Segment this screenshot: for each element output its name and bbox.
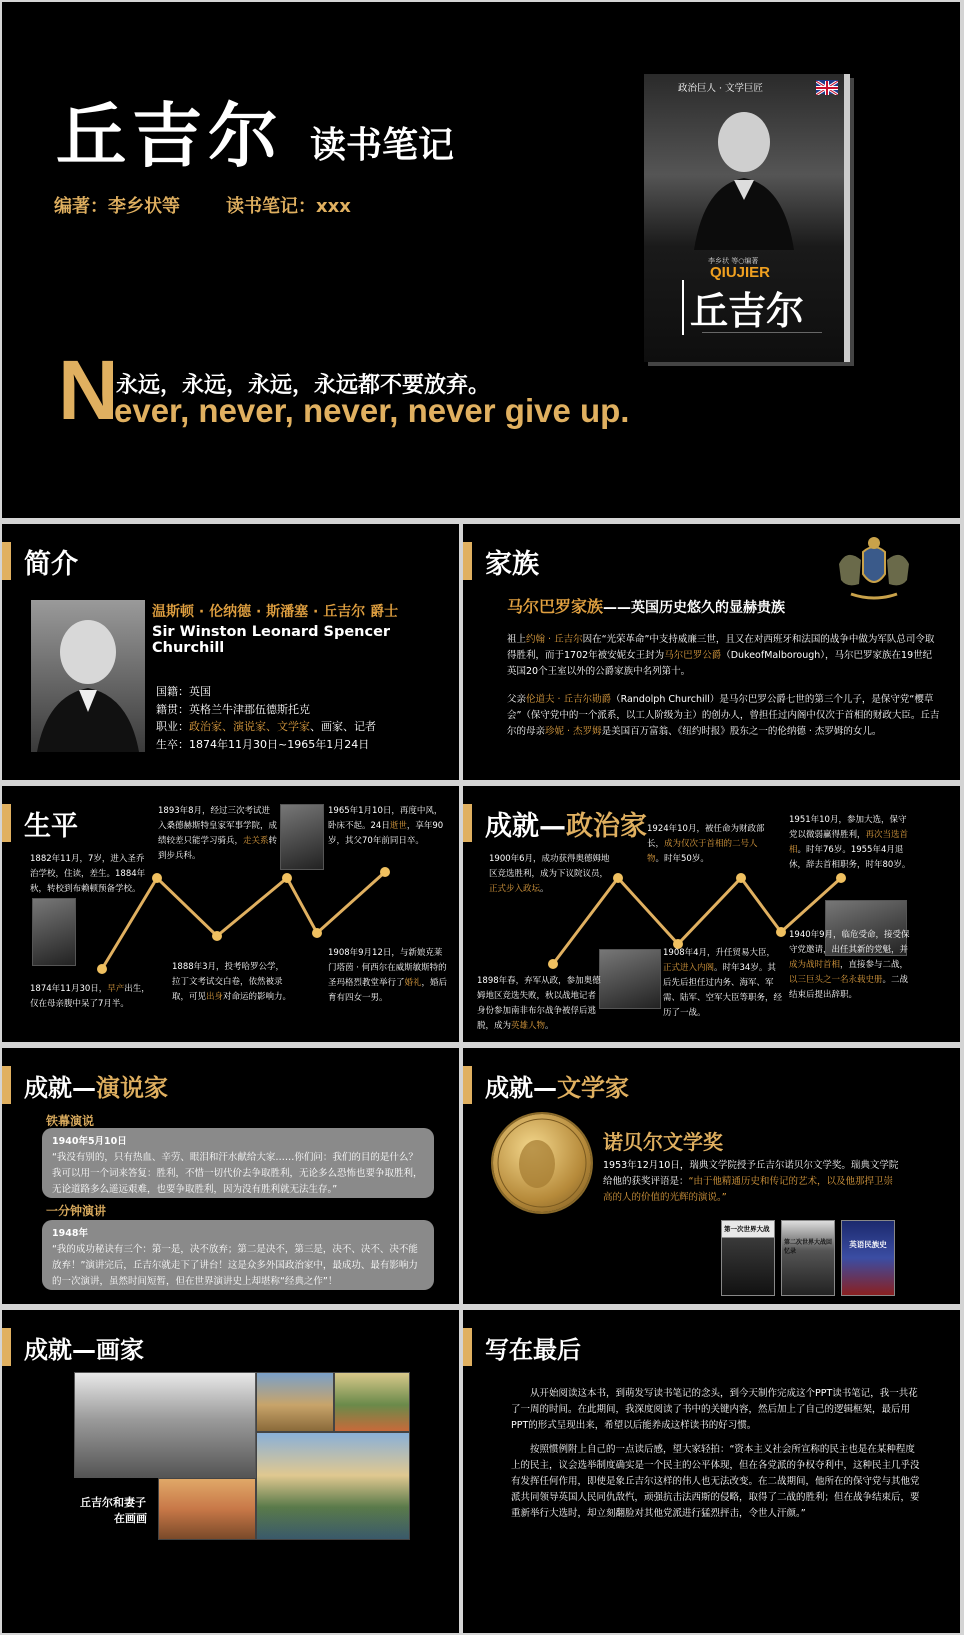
politician-event-1940 (789, 928, 911, 1003)
section-marker (463, 1066, 472, 1104)
quote-english: ever, never, never, never give up. (114, 392, 630, 429)
timeline-node (776, 927, 786, 937)
family-subtitle (507, 594, 785, 617)
pol-e4-highlight: 英雄人物 (511, 1021, 546, 1031)
book-series: 政治巨人 · 文学巨匠 (678, 83, 764, 94)
pol-e5-highlight: 正式进入内阁 (663, 963, 715, 973)
life-event-1882: 1882年11月，7岁，进入圣乔治学校，住读，差生。1884年秋，转校到布赖顿预备学校。 (30, 854, 146, 894)
intro-life: 生卒：1874年11月30日~1965年1月24日 (156, 738, 370, 751)
painting-village (256, 1372, 334, 1432)
book-english-history-title: 英语民族史 (849, 1240, 887, 1249)
timeline-node (152, 873, 162, 883)
timeline-node (282, 873, 292, 883)
cover-title: 丘吉尔 (56, 95, 284, 177)
pol-e1-b: 。 (540, 884, 549, 894)
section-marker (2, 1066, 11, 1104)
book-ww2-title: 第二次世界大战回忆录 (784, 1239, 833, 1255)
ending-paragraph-2: 按照惯例附上自己的一点读后感，望大家轻拍：“资本主义社会所宣称的民主也是在某种程度上的民主，议会选举制度确实是一个民主的公平体现，但在各党派的争权夺利中，这种民主几乎没有发挥任何作用，即使是象丘吉尔这样的伟人也无法改变。在二战期间，他所在的保守党与其他党派共同领导英国人民同仇敌忾，顽强抗击法西斯的侵略，取得了二战的胜利；但在战争结束后，要重新举行大选时，却立刻翻脸对其他党派进行猛烈抨击，令世人汗颜。” (511, 1444, 920, 1519)
nobel-medal-icon (493, 1114, 591, 1212)
cover-author: 编著：李乡状等 (54, 196, 180, 217)
speech-1-label: 铁幕演说 (46, 1114, 95, 1128)
pol-e5-b: 。时年34岁。其后先后担任过内务、海军、军需、陆军、空军大臣等职务，经历了一战。 (663, 963, 783, 1018)
life-title: 生平 (24, 811, 78, 842)
nobel-prize-title: 诺贝尔文学奖 (603, 1130, 723, 1154)
pol-e6-a: 1940年9月，临危受命，接受保守党邀请，出任其新的党魁，并 (789, 930, 910, 955)
intro-title: 简介 (24, 549, 78, 580)
life-slide (2, 786, 459, 1042)
book-cover (644, 74, 850, 362)
painter-caption-2: 在画画 (114, 1512, 147, 1525)
life-event-1908 (328, 946, 448, 1006)
speech-2-date: 1948年 (52, 1228, 88, 1239)
book-authors: 李乡状 等○编著 (708, 257, 759, 265)
life-event-1874 (30, 982, 150, 1012)
speech-2-label: 一分钟演讲 (46, 1204, 107, 1218)
life-event-1888 (172, 960, 292, 1005)
cover-notes: 读书笔记：xxx (226, 196, 351, 217)
pol-e6-c: 。二战结束后提出辞职。 (789, 975, 909, 1000)
family-p2-highlight-1: 伦道夫 · 丘吉尔勋爵 (526, 694, 612, 705)
life-e2-a: 1893年8月，经过三次考试进入桑德赫斯特皇家军事学院，成绩较差只能学习骑兵， (158, 806, 278, 846)
section-marker (2, 1328, 11, 1366)
book-english-history (841, 1220, 895, 1296)
pol-e3-a: 1951年10月，参加大选，保守党以微弱赢得胜利， (789, 815, 907, 840)
painting-garden (334, 1372, 410, 1432)
timeline-node (380, 867, 390, 877)
ending-slide (463, 1310, 960, 1633)
intro-name-en: Sir Winston Leonard Spencer Churchill (152, 624, 391, 656)
intro-job-highlight: 政治家、演说家、文学家 (189, 720, 310, 733)
painting-desert (158, 1478, 256, 1540)
painter-caption-1: 丘吉尔和妻子 (80, 1496, 146, 1509)
orator-title (24, 1068, 168, 1103)
family-slide (463, 524, 960, 780)
life-e5-b: 对命运的影响力。 (223, 992, 292, 1002)
quote-initial: N (58, 343, 119, 437)
life-e4-a: 1874年11月30日， (30, 984, 108, 994)
minister-photo (599, 949, 661, 1009)
speech-2-box (42, 1220, 434, 1290)
orator-slide (2, 1048, 459, 1304)
painting-valley (256, 1432, 410, 1540)
pol-e2-a: 1924年10月，被任命为财政部长， (647, 824, 765, 849)
family-p1-b: 因在“光荣革命”中支持威廉三世，且又在对西班牙和法国的战争中做为军队总司令取得胜利，而于1702年被安妮女王封为 (507, 634, 935, 661)
pol-e4-b: 。 (545, 1021, 554, 1031)
nobel-text-highlight: “由于他精通历史和传记的艺术，以及他那捍卫崇高的人的价值的光辉的演说。” (603, 1176, 893, 1203)
intro-slide (2, 524, 459, 780)
pol-e1-highlight: 正式步入政坛 (489, 884, 541, 894)
life-e2-highlight: 走关系 (243, 836, 269, 846)
pol-e3-highlight: 再次当选首相 (789, 830, 909, 855)
intro-job-label: 职业： (156, 720, 189, 733)
churchill-portrait (31, 600, 145, 752)
life-e6-a: 1908年9月12日，与新娘克莱门塔茵 · 何西尔在威斯敏斯特的圣玛格烈教堂举行了 (328, 948, 447, 988)
book-pinyin: QIUJIER (710, 264, 771, 281)
timeline-node (312, 928, 322, 938)
politician-title-a: 成就— (485, 811, 566, 842)
life-e2-b: 转到步兵科。 (158, 836, 278, 861)
nobel-text-a: 1953年12月10日，瑞典文学院授予丘吉尔诺贝尔文学奖。瑞典文学院给他的获奖评语是： (603, 1160, 899, 1187)
book-ww1-title: 第一次世界大战 (724, 1225, 770, 1233)
life-e3-highlight: 逝世 (389, 821, 407, 831)
life-e5-highlight: 出身 (206, 992, 224, 1002)
speech-1-date: 1940年5月10日 (52, 1136, 127, 1147)
speech-1-text: “我没有别的，只有热血、辛劳、眼泪和汗水献给大家……你们问：我们的目的是什么？我可以用一个词来答复：胜利，不惜一切代价去争取胜利，无论多么恐怖也要争取胜利，无论道路多么遥远艰难，也要争取胜利，因为没有胜利就无法生存。” (52, 1152, 423, 1195)
life-e6-b: ，婚后育有四女一男。 (328, 978, 448, 1003)
family-paragraph-2 (507, 692, 940, 740)
family-p1-highlight-2: 马尔巴罗公爵 (664, 650, 722, 661)
uk-flag-icon (816, 80, 838, 94)
life-e3-b: ，享年90岁，其父70年前同日卒。 (328, 821, 444, 846)
coat-of-arms-icon (833, 534, 915, 606)
speech-2-text: “我的成功秘诀有三个：第一是，决不放弃；第二是决不，第三是，决不、决不、决不能放弃！”演讲完后，丘吉尔就走下了讲台！这是众多外国政治家中，最成功、最有影响力的一次演讲，虽然时间短暂，但在世界演讲史上却堪称“经典之作”！ (52, 1244, 418, 1287)
politician-event-1908 (663, 946, 783, 1021)
orator-title-b: 演说家 (96, 1074, 168, 1102)
politician-event-1900 (489, 852, 613, 897)
painter-title (24, 1330, 144, 1365)
timeline-node (548, 959, 558, 969)
pol-e3-b: 。时年76岁。1955年4月退休，辞去首相职务，时年80岁。 (789, 845, 911, 870)
life-e4-b: 出生，仅在母亲腹中呆了7月半。 (30, 984, 150, 1009)
painter-title-b: 画家 (96, 1336, 144, 1364)
politician-slide (463, 786, 960, 1042)
book-ww2 (781, 1220, 835, 1296)
ending-paragraph-1: 从开始阅读这本书，到萌发写读书笔记的念头，到今天制作完成这个PPT读书笔记，我一共花了一周的时间。在此期间，我深度阅读了书中的关键内容，然后加上了自己的逻辑框架，最后用PPT的形式呈现出来，希望以后能养成这样读书的好习惯。 (511, 1388, 918, 1431)
painter-slide (2, 1310, 459, 1633)
politician-event-1898 (477, 974, 601, 1034)
timeline-node (736, 873, 746, 883)
painter-title-a: 成就— (24, 1336, 96, 1364)
timeline-node (97, 964, 107, 974)
writer-title-a: 成就— (485, 1074, 557, 1102)
pol-e6-highlight-1: 成为战时首相 (789, 960, 841, 970)
life-e4-highlight: 早产 (107, 984, 125, 994)
family-p2-b: （Randolph Churchill）是马尔巴罗公爵七世的第三个儿子，是保守党“樱草会”（保守党中的一个派系，以工人阶级为主）的创办人，曾担任过内阁中仅次于首相的财政大臣。丘吉尔的母亲 (507, 694, 940, 737)
timeline-node (613, 873, 623, 883)
pol-e6-highlight-2: 以三巨头之一名永载史册 (789, 975, 883, 985)
section-marker (463, 542, 472, 580)
politician-title-b: 政治家 (566, 811, 647, 842)
family-p1-a: 祖上 (507, 634, 527, 645)
soldier-photo (280, 804, 324, 870)
book-ww1 (721, 1220, 775, 1296)
timeline-node (836, 873, 846, 883)
timeline-node (212, 931, 222, 941)
pol-e5-a: 1908年4月，升任贸易大臣， (663, 948, 776, 958)
intro-name-cn: 温斯顿 · 伦纳德 · 斯潘塞 · 丘吉尔 爵士 (152, 604, 399, 620)
life-event-1965 (328, 804, 446, 849)
pol-e1-a: 1900年6月，成功获得奥德姆地区竞选胜利，成为下议院议员， (489, 854, 610, 879)
family-p1-highlight-1: 约翰 · 丘吉尔 (526, 634, 583, 645)
life-e3-a: 1965年1月10日，再度中风，卧床不起。24日 (328, 806, 443, 831)
section-marker (2, 542, 11, 580)
family-subtitle-rest: ——英国历史悠久的显赫贵族 (603, 600, 786, 616)
cover-slide (2, 2, 960, 518)
family-paragraph-1 (507, 632, 940, 680)
life-event-1893 (158, 804, 278, 864)
intro-origin: 籍贯：英格兰牛津郡伍德斯托克 (156, 703, 310, 716)
writer-title (485, 1068, 629, 1103)
cover-subtitle: 读书笔记 (310, 125, 455, 166)
ending-title: 写在最后 (485, 1336, 581, 1364)
life-e5-a: 1888年3月，投考哈罗公学，拉丁文考试交白卷，依然被录取，可见 (172, 962, 285, 1002)
family-p1-c: （DukeofMalborough），马尔巴罗家族在19世纪英国20个王室以外的公爵家族中名列第十。 (507, 650, 933, 677)
book-blurb (702, 332, 822, 341)
life-e6-highlight: 婚礼 (404, 978, 422, 988)
childhood-photo (32, 898, 76, 966)
painting-couple-photo (74, 1372, 256, 1478)
family-subtitle-highlight: 马尔巴罗家族 (507, 597, 604, 616)
intro-nationality: 国籍：英国 (156, 685, 211, 698)
pol-e2-highlight: 成为仅次于首相的二号人物 (647, 839, 758, 864)
family-p2-a: 父亲 (507, 694, 527, 705)
pol-e2-b: 。时年50岁。 (655, 854, 709, 864)
pol-e6-b: ，直接参与二战， (840, 960, 909, 970)
speech-1-box (42, 1128, 434, 1198)
family-p2-highlight-2: 珍妮 · 杰罗姆 (545, 726, 602, 737)
family-title: 家族 (485, 549, 539, 580)
section-marker (463, 1328, 472, 1366)
orator-title-a: 成就— (24, 1074, 96, 1102)
quote-chinese: 永远，永远，永远，永远都不要放弃。 (116, 373, 491, 398)
nobel-text (603, 1158, 899, 1206)
politician-event-1924 (647, 822, 765, 867)
book-portrait (684, 100, 804, 250)
pol-e4-a: 1898年春，弃军从政，参加奥德姆地区竞选失败，秋以战地记者身份参加南非布尔战争被俘后逃脱，成为 (477, 976, 601, 1031)
politician-event-1951 (789, 813, 911, 873)
writer-slide (463, 1048, 960, 1304)
intro-job (156, 718, 376, 734)
family-p2-c: 是美国百万富翁、《纽约时报》股东之一的伦纳德 · 杰罗姆的女儿。 (601, 726, 882, 737)
book-title: 丘吉尔 (682, 280, 804, 335)
writer-title-b: 文学家 (557, 1074, 629, 1102)
intro-job-rest: 、画家、记者 (310, 720, 376, 733)
